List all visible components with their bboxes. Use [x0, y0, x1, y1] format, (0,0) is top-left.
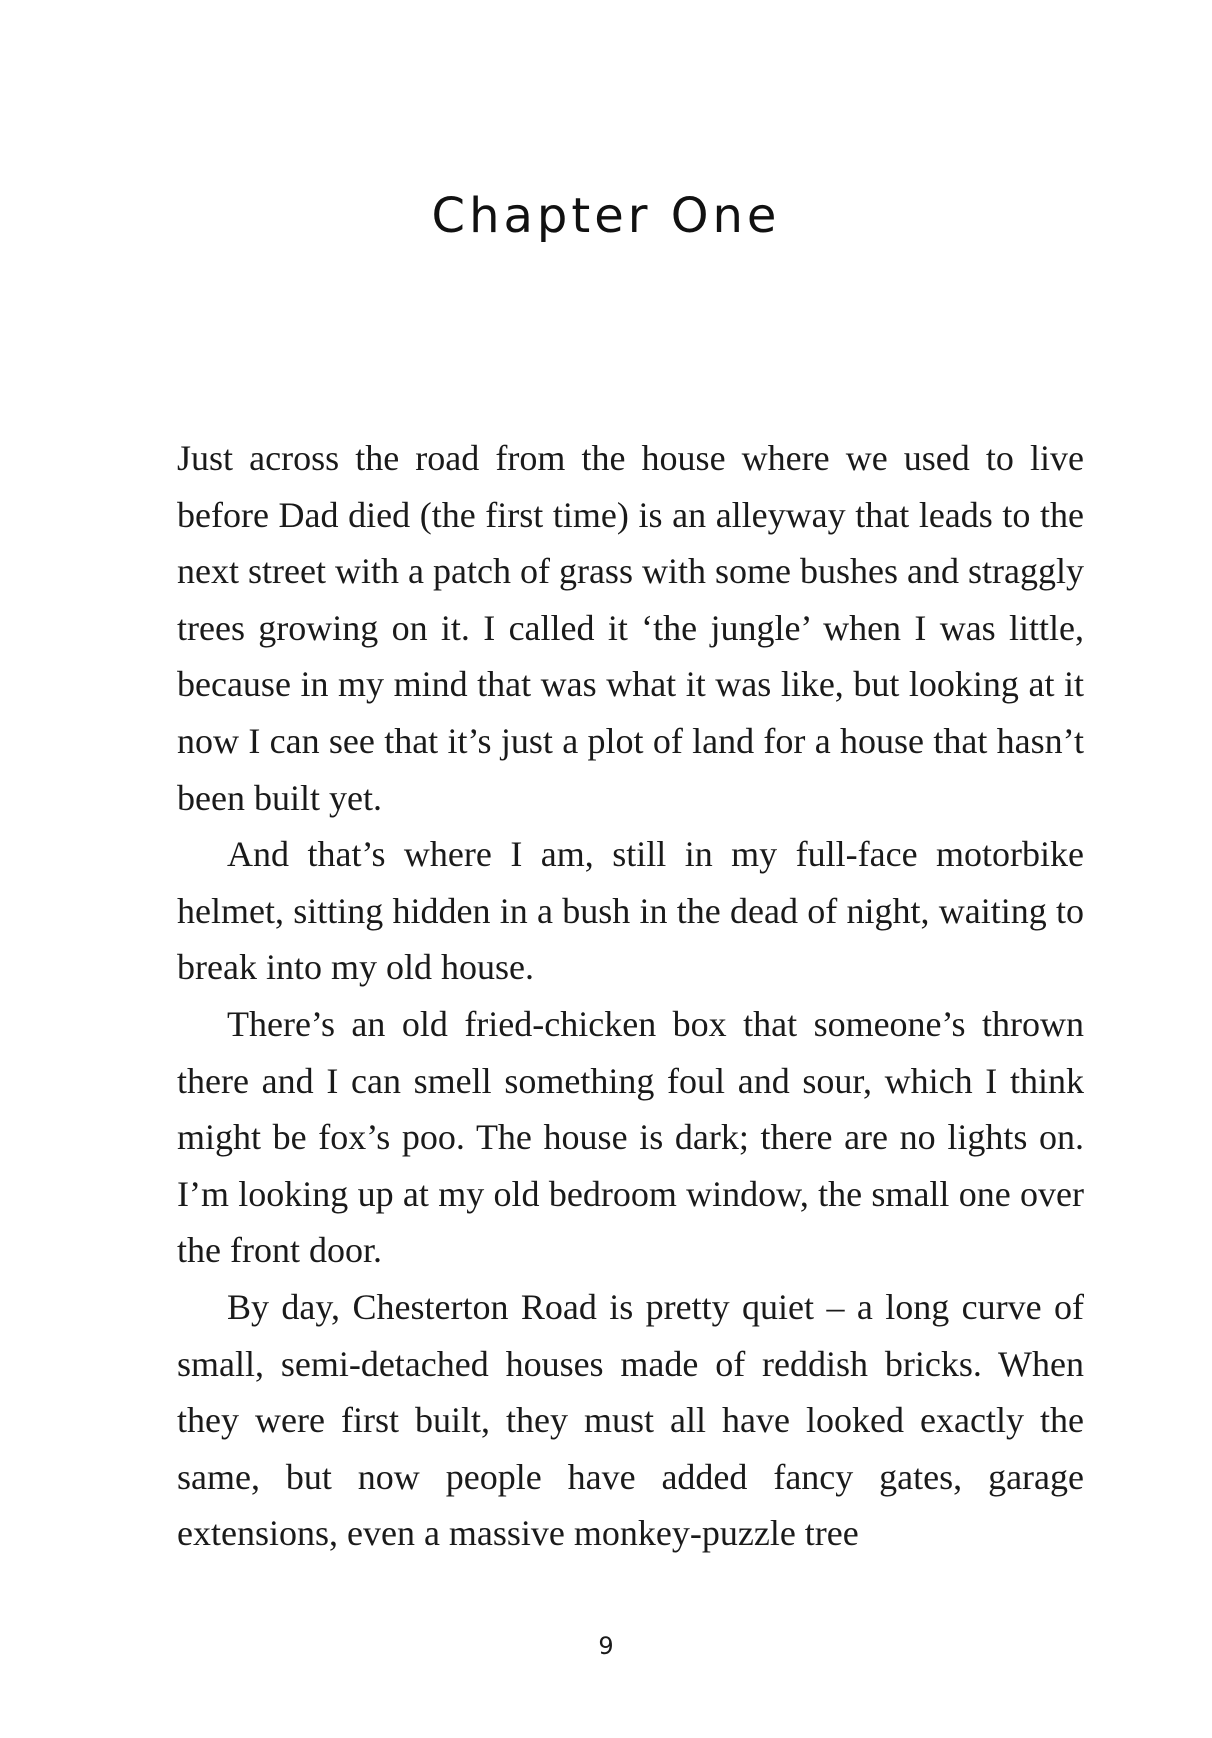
chapter-title: Chapter One — [431, 188, 781, 244]
paragraph: Just across the road from the house where we used to live before Dad died (the first time) is an alleyway that leads to the next street with a patch of grass with some bushes and straggly trees growing on it. I called it ‘the jungle’ when I was little, because in my mind that was what it was like, but looking at it now I can see that it’s just a plot of land for a house that hasn’t been built yet. — [177, 438, 1084, 818]
page-number: 9 — [598, 1632, 614, 1660]
chapter-body — [177, 430, 1084, 1562]
paragraph: By day, Chesterton Road is pretty quiet – a long curve of small, semi-detached houses made of reddish bricks. When they were first built, they must all have looked exactly the same, but now people have added fancy gates, garage extensions, even a massive monkey-puzzle tree — [177, 1286, 1084, 1554]
paragraph: There’s an old fried-chicken box that someone’s thrown there and I can smell something foul and sour, which I think might be fox’s poo. The house is dark; there are no lights on. I’m looking up at my old bedroom window, the small one over the front door. — [177, 1003, 1084, 1271]
paragraph: And that’s where I am, still in my full-face motorbike helmet, sitting hidden in a bush in the dead of night, waiting to break into my old house. — [177, 834, 1084, 988]
